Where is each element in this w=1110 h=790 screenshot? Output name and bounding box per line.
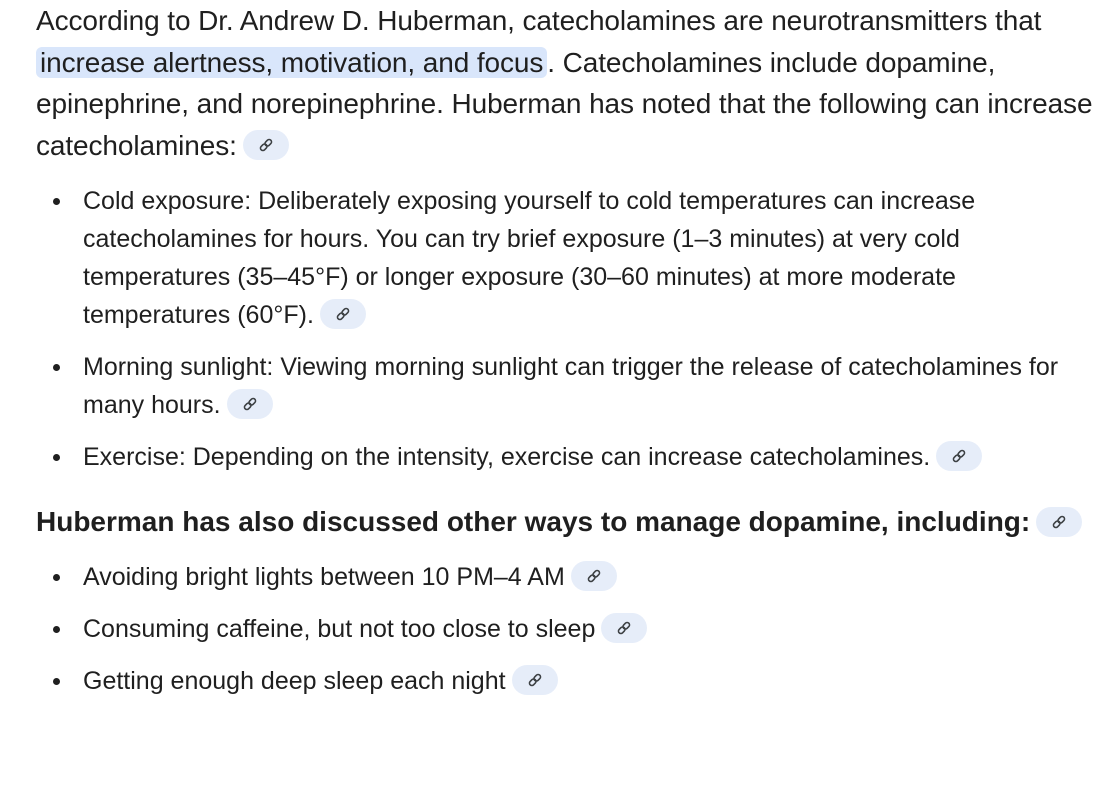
section-heading: [36, 500, 1096, 544]
link-icon: [242, 396, 258, 412]
list-item: [36, 348, 1096, 424]
intro-text-end: . Catecholamines include dopamine, epinephrine, and norepinephrine. Huberman has noted that the following can increase catecholamines:: [36, 46, 1093, 161]
list-item: [36, 558, 1096, 596]
link-icon: [1051, 514, 1067, 530]
list-item: [36, 438, 1096, 476]
link-icon: [616, 620, 632, 636]
list-item-text: Avoiding bright lights between 10 PM–4 AM: [83, 563, 565, 591]
catecholamine-list: [36, 182, 1096, 476]
link-icon: [527, 672, 543, 688]
list-item-text: Exercise: Depending on the intensity, exercise can increase catecholamines.: [83, 443, 931, 471]
dopamine-list: [36, 558, 1096, 700]
intro-text-start: According to Dr. Andrew D. Huberman, catecholamines are neurotransmitters that: [36, 5, 1042, 36]
link-icon: [951, 448, 967, 464]
source-link-chip[interactable]: [243, 130, 289, 160]
list-item: [36, 662, 1096, 700]
source-link-chip[interactable]: [1036, 507, 1082, 537]
source-link-chip[interactable]: [571, 561, 617, 591]
list-item-text: Getting enough deep sleep each night: [83, 667, 506, 695]
response-content: [36, 0, 1096, 714]
intro-paragraph: [36, 0, 1096, 166]
list-item-text: Morning sunlight: Viewing morning sunlight can trigger the release of catecholamines for many hours.: [83, 353, 1059, 419]
source-link-chip[interactable]: [227, 389, 273, 419]
list-item-text: Cold exposure: Deliberately exposing yourself to cold temperatures can increase catecholamines for hours. You can try brief exposure (1–3 minutes) at very cold temperatures (35–45°F) or longer exposure (30–60 minutes) at more moderate temperatures (60°F).: [83, 187, 976, 329]
source-link-chip[interactable]: [320, 299, 366, 329]
highlighted-phrase[interactable]: increase alertness, motivation, and focus: [36, 47, 547, 78]
link-icon: [258, 137, 274, 153]
source-link-chip[interactable]: [601, 613, 647, 643]
section-heading-text: Huberman has also discussed other ways to manage dopamine, including:: [36, 506, 1031, 537]
link-icon: [335, 306, 351, 322]
list-item-text: Consuming caffeine, but not too close to sleep: [83, 615, 596, 643]
list-item: [36, 610, 1096, 648]
source-link-chip[interactable]: [936, 441, 982, 471]
link-icon: [586, 568, 602, 584]
source-link-chip[interactable]: [512, 665, 558, 695]
list-item: [36, 182, 1096, 334]
